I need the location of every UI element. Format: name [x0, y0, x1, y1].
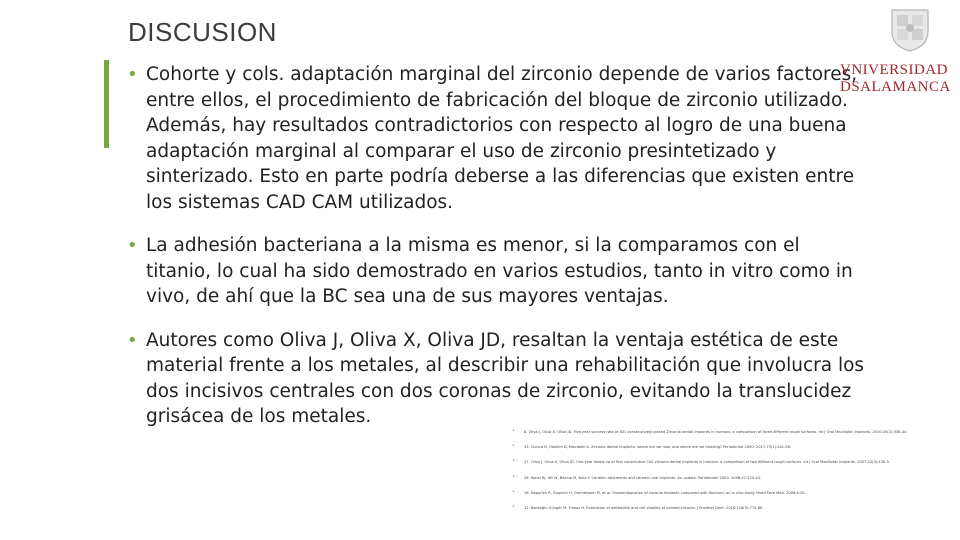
university-wordmark-line2: DSALAMANCA — [840, 79, 951, 95]
reference-text: 26. Kohal RJ, Att W, Bächle M, Butz F. Ceramic abutments and ceramic oral implants. An update. Periodontol 2000. 2008;47:224-43. — [524, 475, 762, 480]
reference-text: 17. Oliva J, Oliva X, Oliva JD. One-year follow-up of first consecutive 100 zirconia dental implants in humans: a comparison of two different rough surfaces. Int J Oral Maxillofac Implants. 2007;22(3):430-5. — [524, 460, 891, 465]
reference-item — [512, 460, 952, 465]
bullet-icon: • — [127, 329, 138, 351]
university-wordmark-line1: VNIVERSIDAD — [840, 62, 948, 78]
reference-item — [512, 488, 952, 496]
university-wordmark — [840, 62, 951, 96]
bullet-text: Autores como Oliva J, Oliva X, Oliva JD, resaltan la ventaja estética de este material frente a los metales, al describir una rehabilitación que involucra los dos incisivos centrales con dos coronas de zirconio, evitando la translucidez grisácea de los metales. — [146, 329, 865, 427]
accent-bar — [104, 60, 109, 148]
reference-item — [512, 506, 952, 511]
reference-bullet-icon: • — [512, 473, 515, 480]
bullet-text: Cohorte y cols. adaptación marginal del zirconio depende de varios factores, entre ellos, el procedimiento de fabricación del bloque de zirconio utilizado. Además, hay resultados contradictorios con respecto al logro de una buena adaptación marginal al comparar el uso de zirconio presintetizado y sinterizado. Esto en parte podría deberse a las diferencias que existen entre los sistemas CAD CAM utilizados. — [146, 64, 858, 213]
bullet-icon: • — [127, 235, 138, 256]
reference-bullet-icon: • — [512, 428, 515, 434]
university-logo — [840, 6, 950, 101]
bullet-icon: • — [127, 64, 138, 85]
bullet-list — [127, 62, 867, 448]
bullet-item — [127, 62, 867, 215]
reference-text: 18. Depprich R, Zipprich H, Ommerborn M, et al. Osseointegration of zirconia implants compared with titanium: an in vivo study. Head Face Med. 2008;4:30. — [524, 490, 806, 495]
university-seal-icon — [888, 6, 932, 52]
reference-item — [512, 445, 952, 450]
bullet-item — [127, 233, 867, 310]
reference-text: 12. Bankoğlu Güngör M, Yılmaz H. Evaluation of wettability and cell viability of colored zirconia. J Prosthet Dent. 2016;116(5):774-80. — [524, 506, 764, 511]
reference-bullet-icon: • — [512, 443, 515, 450]
reference-list — [512, 430, 952, 521]
reference-text: 8. Oliva J, Oliva X, Oliva JD. Five-year success rate of 831 consecutively placed Zirconia dental implants in humans: a comparison of three different rough surfaces. Int J Oral Maxillofac Implants. 2010;25(2):336-44. — [524, 430, 908, 434]
slide-title: DISCUSION — [128, 17, 277, 47]
reference-bullet-icon: • — [512, 458, 515, 465]
reference-item — [512, 473, 952, 481]
bullet-text: La adhesión bacteriana a la misma es menor, si la comparamos con el titanio, lo cual ha sido demostrado en varios estudios, tanto in vitro como in vivo, de ahí que la BC sea una de sus mayores ventajas. — [146, 235, 853, 307]
reference-bullet-icon: • — [512, 504, 515, 511]
reference-item — [512, 430, 952, 435]
reference-text: 33. Cionca N, Hashim D, Mombelli A. Zirconia dental implants: where are we now, and where are we heading? Periodontol 2000. 2017;73(1):241-58. — [524, 445, 792, 450]
bullet-item — [127, 328, 867, 430]
reference-bullet-icon: • — [512, 488, 515, 495]
